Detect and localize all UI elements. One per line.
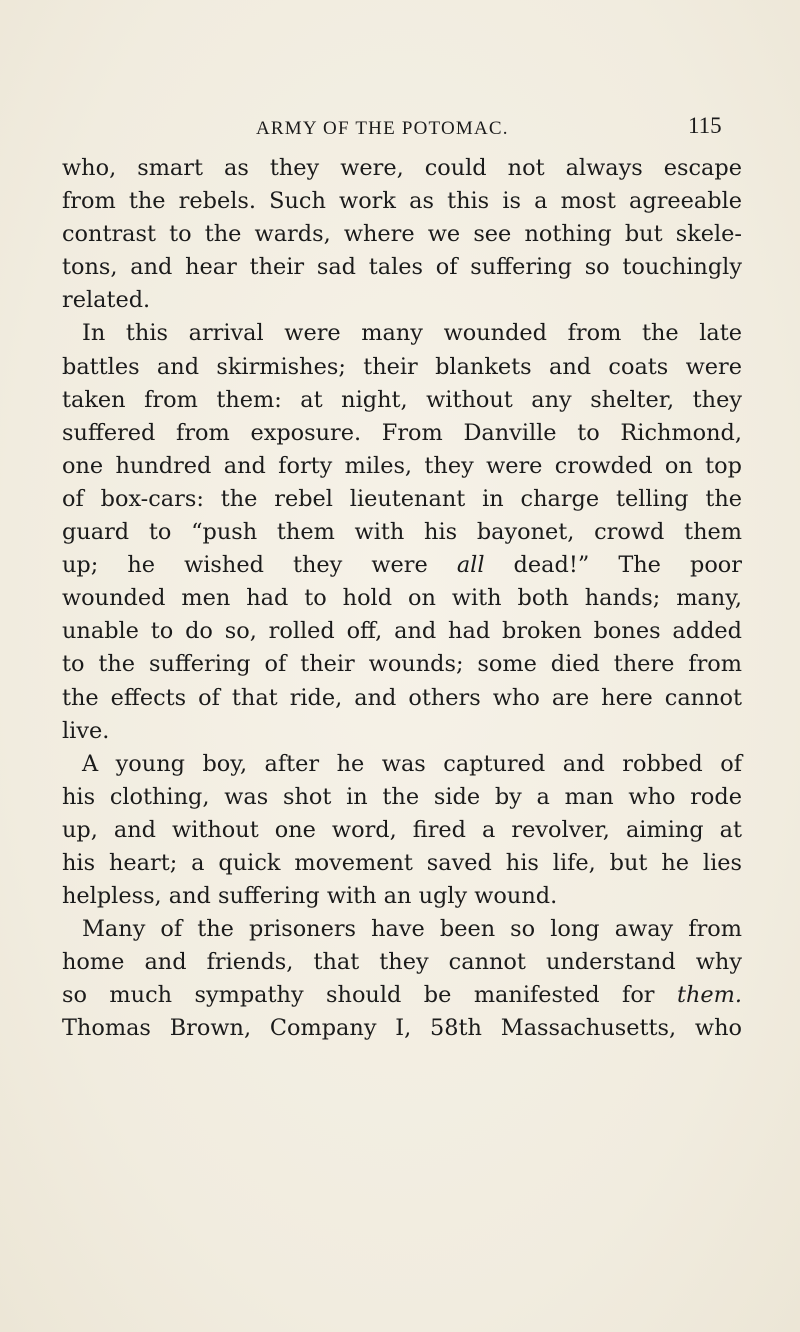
text-line: to the suffering of their wounds; some died there from [62,651,742,678]
text-line: one hundred and forty miles, they were crowded on top [62,452,742,479]
page-number: 115 [688,113,722,138]
text-line-mixed [62,549,742,582]
text-line: In this arrival were many wounded from the late [82,320,742,347]
body-text [62,152,742,1046]
text-line-mixed [62,979,742,1012]
text-line: A young boy, after he was captured and robbed of [82,750,742,777]
text-line: wounded men had to hold on with both hands; many, [62,585,742,612]
italic-word: them. [676,982,742,1009]
text-line: guard to “push them with his bayonet, crowd them [62,519,742,546]
text-line: related. [62,287,151,314]
text-line: helpless, and suffering with an ugly wound. [62,883,558,910]
text-segment: up; he wished they were [62,552,457,579]
running-title: ARMY OF THE POTOMAC. [256,118,509,139]
text-line: the effects of that ride, and others who are here cannot [62,684,742,711]
text-line: his clothing, was shot in the side by a man who rode [62,783,742,810]
text-line: from the rebels. Such work as this is a most agreeable [62,188,742,215]
text-line: of box-cars: the rebel lieutenant in charge telling the [62,485,742,512]
text-line: who, smart as they were, could not always escape [62,155,742,181]
text-line: up, and without one word, fired a revolver, aiming at [62,816,742,843]
text-line: taken from them: at night, without any shelter, they [62,386,742,413]
text-line: home and friends, that they cannot understand why [62,949,742,976]
text-line: tons, and hear their sad tales of suffering so touchingly [62,254,742,281]
text-line: his heart; a quick movement saved his life, but he lies [62,849,742,876]
text-line: battles and skirmishes; their blankets and coats were [62,353,742,380]
text-line: live. [62,717,110,744]
text-line: suffered from exposure. From Danville to Richmond, [62,419,742,446]
italic-word: all [456,552,485,579]
text-segment: dead!” The poor [484,552,742,579]
text-line: contrast to the wards, where we see nothing but skele- [62,221,742,248]
text-line: Many of the prisoners have been so long away from [82,916,742,943]
text-line: unable to do so, rolled off, and had broken bones added [62,618,742,645]
text-segment: so much sympathy should be manifested for [62,982,677,1009]
text-line: Thomas Brown, Company I, 58th Massachusetts, who [62,1015,742,1042]
